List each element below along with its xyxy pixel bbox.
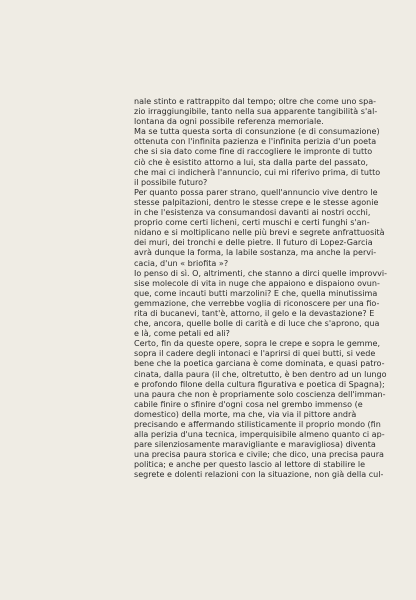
text-line: il possibile futuro? xyxy=(134,177,208,187)
body-text xyxy=(134,97,406,481)
text-line: dei muri, dei tronchi e delle pietre. Il futuro di Lopez-Garcia xyxy=(134,238,373,248)
text-line: sopra il cadere degli intonaci e l'aprirsi di quei butti, si vede xyxy=(134,349,376,359)
text-line: stesse palpitazioni, dentro le stesse crepe e le stesse agonie xyxy=(134,197,379,207)
text-line: cinata, dalla paura (il che, oltretutto, è ben dentro ad un lungo xyxy=(134,369,387,379)
text-line: gemmazione, che verrebbe voglia di riconoscere per una fio- xyxy=(134,298,380,308)
text-line: zio irraggiungibile, tanto nella sua apparente tangibilità s'al- xyxy=(134,107,378,117)
text-line: che si sia dato come fine di raccogliere le impronte di tutto xyxy=(134,147,373,157)
text-line: nidano e si moltiplicano nelle più brevi e segrete anfrattuosità xyxy=(134,228,385,238)
text-line: in che l'esistenza va consumandosi davanti ai nostri occhi, xyxy=(134,208,371,218)
text-line: lontana da ogni possibile referenza memoriale. xyxy=(134,117,324,127)
text-line: avrà dunque la forma, la labile sostanza, ma anche la pervi- xyxy=(134,248,377,258)
text-line: che mai ci indicherà l'annuncio, cui mi riferivo prima, di tutto xyxy=(134,167,381,177)
text-line: sise molecole di vita in nuge che appaiono e dispaiono ovun- xyxy=(134,278,380,288)
text-line: e profondo filone della cultura figurativa e poetica di Spagna); xyxy=(134,379,385,389)
text-line: ottenuta con l'infinita pazienza e l'infinita perizia d'un poeta xyxy=(134,137,377,147)
text-line: politica; e anche per questo lascio al lettore di stabilire le xyxy=(134,460,366,470)
text-line: una precisa paura storica e civile; che dico, una precisa paura xyxy=(134,450,384,460)
text-line: cacia, d'un « briofita »? xyxy=(134,258,229,268)
text-line: proprio come certi licheni, certi muschi e certi funghi s'an- xyxy=(134,218,370,228)
text-line: Io penso di sì. O, altrimenti, che stanno a dirci quelle improvvi- xyxy=(134,268,388,278)
text-line: una paura che non è propriamente solo coscienza dell'imman- xyxy=(134,389,386,399)
text-line: domestico) della morte, ma che, via via il pittore andrà xyxy=(134,409,357,419)
text-line: Per quanto possa parer strano, quell'annuncio vive dentro le xyxy=(134,187,378,197)
text-line: segrete e dolenti relazioni con la situazione, non già della cul- xyxy=(134,470,384,480)
text-line: rita di bucanevi, tant'è, attorno, il gelo e la devastazione? E xyxy=(134,308,375,318)
text-line: bene che la poetica garciana è come dominata, e quasi patro- xyxy=(134,359,385,369)
text-line: e là, come petali ed ali? xyxy=(134,329,230,339)
text-line: che, ancora, quelle bolle di carità e di luce che s'aprono, qua xyxy=(134,319,380,329)
text-line: alla perizia d'una tecnica, imperquisibile almeno quanto ci ap- xyxy=(134,430,385,440)
text-line: que, come incauti butti marzolini? E che, quella minutissima xyxy=(134,288,378,298)
text-line: Certo, fin da queste opere, sopra le crepe e sopra le gemme, xyxy=(134,339,380,349)
text-line: Ma se tutta questa sorta di consunzione (e di consumazione) xyxy=(134,127,380,137)
text-line: nale stinto e rattrappito dal tempo; oltre che come uno spa- xyxy=(134,97,377,106)
text-line: cabile finire o sfinire d'ogni cosa nel grembo immenso (e xyxy=(134,399,363,409)
text-line: pare silenziosamente maravigliante e maravigliosa) diventa xyxy=(134,440,376,450)
text-line: ciò che è esistito attorno a lui, sta dalla parte del passato, xyxy=(134,157,369,167)
text-line: precisando e affermando stilisticamente il proprio mondo (fin xyxy=(134,420,381,429)
